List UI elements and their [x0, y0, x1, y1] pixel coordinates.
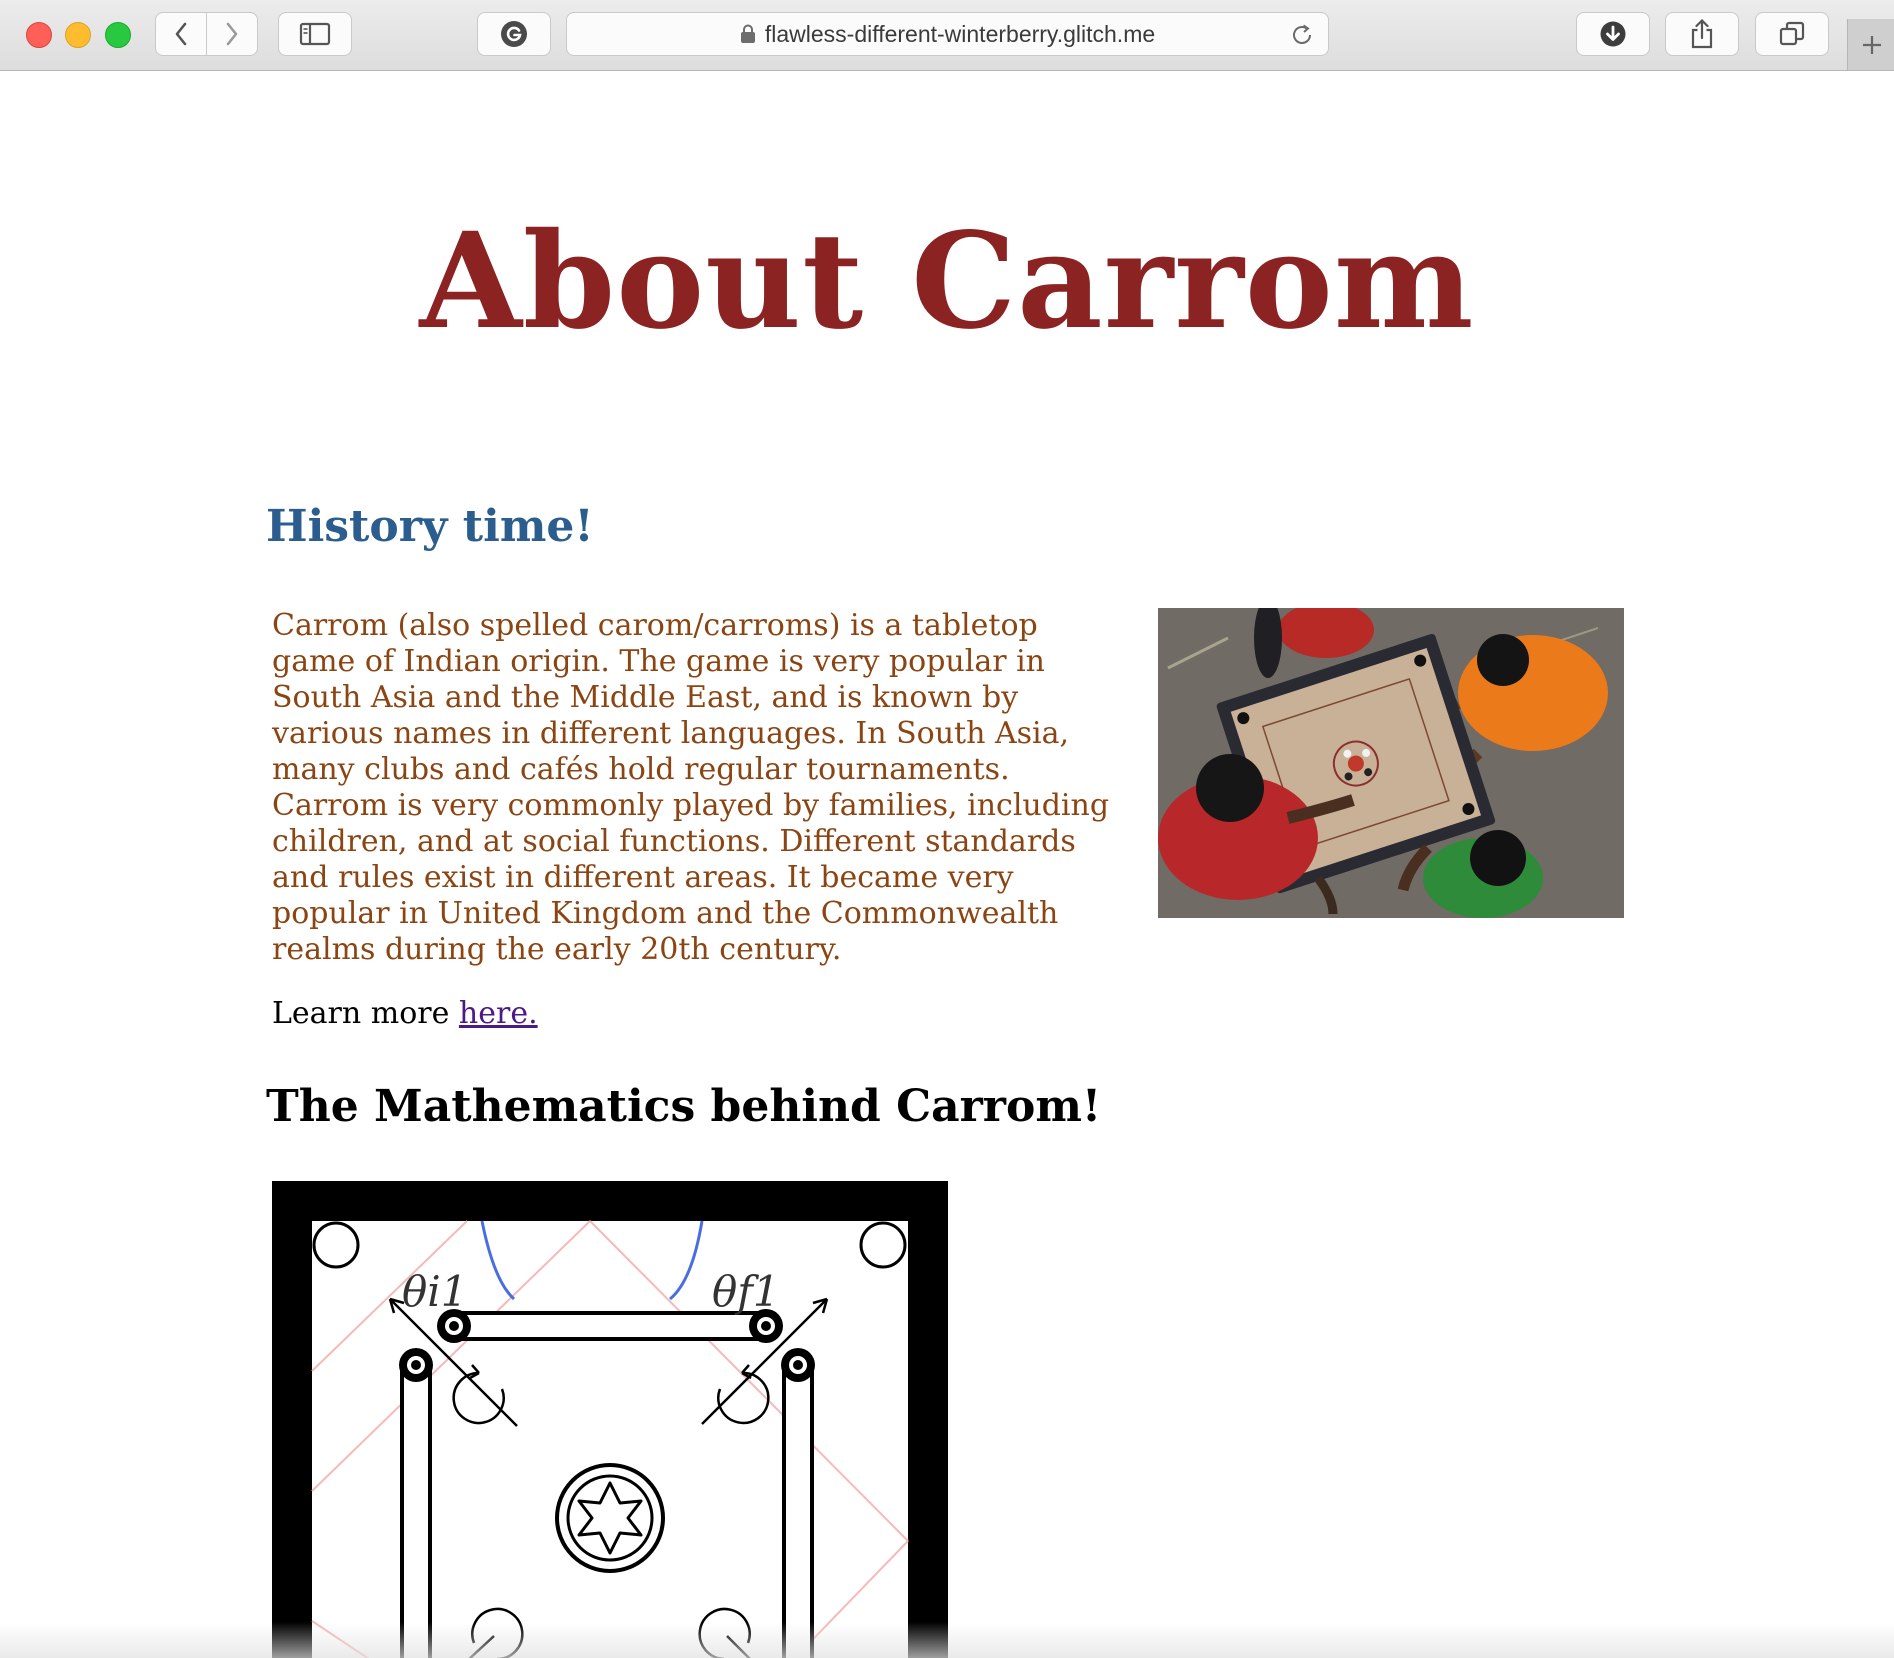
learn-more-link[interactable]: here.	[458, 996, 538, 1031]
chevron-left-icon	[174, 22, 188, 46]
close-window-button[interactable]	[26, 22, 52, 48]
download-icon	[1599, 20, 1627, 48]
theta-initial-label: θi1	[402, 1267, 468, 1316]
new-tab-button[interactable]	[1847, 19, 1894, 70]
downloads-button[interactable]	[1576, 12, 1650, 56]
chevron-right-icon	[225, 22, 239, 46]
tabs-icon	[1778, 20, 1806, 48]
address-bar[interactable]	[566, 12, 1329, 56]
learn-more-line	[272, 996, 538, 1031]
reload-icon[interactable]	[1290, 23, 1314, 53]
carrom-players-photo	[1158, 608, 1624, 918]
url-text: flawless-different-winterberry.glitch.me	[764, 20, 1156, 47]
back-button[interactable]	[155, 12, 207, 56]
sidebar-icon	[299, 22, 331, 46]
history-heading: History time!	[266, 501, 594, 552]
plus-icon	[1860, 33, 1884, 57]
sidebar-toggle-button[interactable]	[278, 12, 352, 56]
web-page	[0, 71, 1894, 1658]
grammarly-extension-button[interactable]	[477, 12, 551, 56]
lock-icon	[740, 24, 756, 44]
grammarly-icon	[500, 20, 528, 48]
intro-paragraph: Carrom (also spelled carom/carroms) is a tabletop game of Indian origin. The game is very popular in South Asia and the Middle East, and is known by various names in different languages. In South Asia, many clubs and cafés hold regular tournaments. Carrom is very commonly played by families, including children, and at social functions. Different standards and rules exist in different areas. It became very popular in United Kingdom and the Commonwealth realms during the early 20th century.	[272, 608, 1110, 967]
learn-more-prefix: Learn more	[272, 996, 459, 1031]
share-button[interactable]	[1665, 12, 1739, 56]
carrom-math-diagram	[272, 1181, 948, 1658]
minimize-window-button[interactable]	[65, 22, 91, 48]
page-title: About Carrom	[419, 204, 1475, 359]
zoom-window-button[interactable]	[105, 22, 131, 48]
math-heading: The Mathematics behind Carrom!	[266, 1081, 1102, 1132]
theta-final-label: θf1	[712, 1267, 780, 1316]
navigation-buttons	[155, 12, 259, 56]
share-icon	[1689, 19, 1715, 49]
forward-button[interactable]	[206, 12, 258, 56]
browser-toolbar	[0, 0, 1894, 71]
tab-overview-button[interactable]	[1755, 12, 1829, 56]
bottom-fade	[0, 1622, 1894, 1658]
